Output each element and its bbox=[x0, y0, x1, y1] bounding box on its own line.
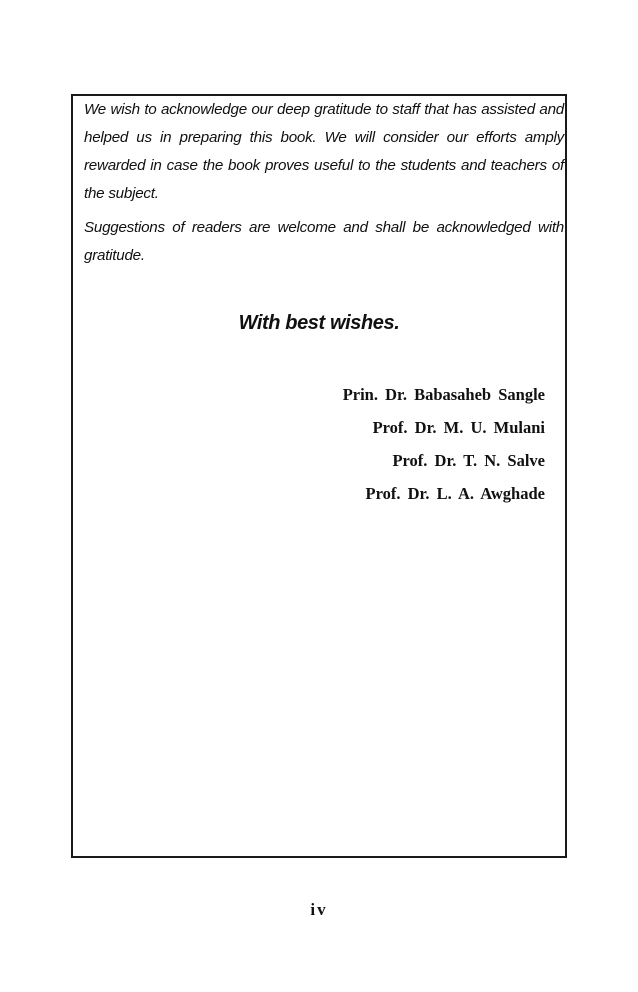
signatories-block bbox=[343, 380, 545, 512]
signatory-name: Prof. Dr. M. U. Mulani bbox=[372, 418, 545, 437]
closing-wishes: With best wishes. bbox=[238, 312, 400, 334]
signatory-name: Prof. Dr. T. N. Salve bbox=[392, 451, 545, 470]
signatory-name: Prin. Dr. Babasaheb Sangle bbox=[342, 385, 545, 404]
signatory-name: Prof. Dr. L. A. Awghade bbox=[365, 484, 545, 503]
suggestions-paragraph: Suggestions of readers are welcome and shall be acknowledged with gratitude. bbox=[84, 219, 564, 264]
acknowledgement-paragraph: We wish to acknowledge our deep gratitude to staff that has assisted and helped us in preparing this book. We will consider our efforts amply rewarded in case the book proves useful to the students and teachers of the subject. bbox=[84, 101, 564, 202]
page-number: iv bbox=[310, 900, 328, 919]
